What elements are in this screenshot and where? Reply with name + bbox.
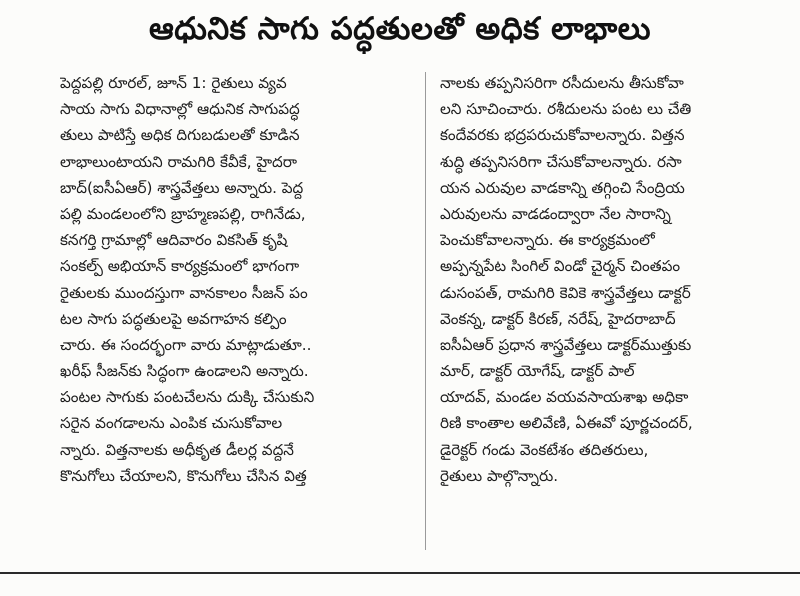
text-line: న్నారు. విత్తనాలకు అధీకృత డీలర్ల వద్దనే — [60, 440, 294, 459]
article-column-right — [440, 70, 780, 489]
article-column-left — [60, 70, 412, 489]
text-line: పంటల సాగుకు పంటచేలను దుక్కి చేసుకుని — [60, 388, 315, 407]
text-line: రైతులకు ముందస్తుగా వానకాలం సీజన్‌ పం — [60, 283, 308, 302]
text-line: సాయ సాగు విధానాల్లో ఆధునిక సాగుపద్ధ — [60, 100, 300, 119]
column-divider — [425, 72, 426, 550]
text-line: రిణి కాంతాల అలివేణి, ఏఈవో పూర్ణచందర్‌, — [440, 414, 693, 433]
text-line: లని సూచించారు. రశీదులను పంట లు చేతి — [440, 100, 692, 119]
text-line: అప్పన్నపేట సింగిల్‌ విండో చైర్మన్‌ చింతపం — [440, 257, 681, 276]
text-line: ఎరువులను వాడడంద్వారా నేల సారాన్ని — [440, 204, 671, 223]
text-line: లాభాలుంటాయని రామగిరి కేవీకే, హైదరా — [60, 152, 297, 171]
text-line: రైతులు పాల్గొన్నారు. — [440, 466, 559, 485]
text-line: పెంచుకోవాలన్నారు. ఈ కార్యక్రమంలో — [440, 231, 655, 250]
text-line: తులు పాటిస్తే అధిక దిగుబడులతో కూడిన — [60, 126, 300, 145]
text-line: వెంకన్న, డాక్టర్‌ కిరణ్‌, నరేష్‌, హైదరాబాద్‌ — [440, 309, 676, 328]
text-line: యన ఎరువుల వాడకాన్ని తగ్గించి సేంద్రియ — [440, 178, 685, 197]
bottom-rule — [0, 572, 800, 574]
text-line: నాలకు తప్పనిసరిగా రసీదులను తీసుకోవా — [440, 74, 684, 92]
text-line: ఖరీఫ్‌ సీజన్‌కు సిద్ధంగా ఉండాలని అన్నారు. — [60, 362, 309, 381]
text-line: సంకల్ప్‌ అభియాన్‌ కార్యక్రమంలో భాగంగా — [60, 257, 300, 276]
text-line: డుసంపత్‌, రామగిరి కెవికె శాస్త్రవేత్తలు డాక్టర్‌ — [440, 283, 691, 302]
text-line: సరైన వంగడాలను ఎంపిక చుసుకోవాల — [60, 414, 283, 433]
text-line: కందేవరకు భద్రపరుచుకోవాలన్నారు. విత్తన — [440, 126, 685, 145]
text-line: కొనుగోలు చేయాలని, కొనుగోలు చేసిన విత్త — [60, 466, 307, 485]
article-headline: ఆధునిక సాగు పద్ధతులతో అధిక లాభాలు — [149, 11, 651, 47]
text-line: మార్‌, డాక్టర్‌ యోగేష్‌, డాక్టర్‌ పాల్‌ — [440, 362, 635, 381]
text-line: టల సాగు పద్ధతులపై అవగాహన కల్పిం — [60, 309, 287, 328]
text-line: కనగర్తి గ్రామాల్లో ఆదివారం వికసిత్‌ కృషి — [60, 231, 288, 250]
text-line: శుద్ధి తప్పనిసరిగా చేసుకోవాలన్నారు. రసా — [440, 152, 682, 171]
text-line: యాదవ్‌, మండల వయవసాయశాఖ అధికా — [440, 388, 689, 407]
text-line: డైరెక్టర్‌ గండు వెంకటేశం తదితరులు, — [440, 440, 649, 459]
text-line: చారు. ఈ సందర్భంగా వారు మాట్లాడుతూ.. — [60, 335, 312, 354]
text-line: బాద్‌(ఐసీఏఆర్‌) శాస్త్రవేత్తలు అన్నారు. పెద్ద — [60, 178, 304, 197]
text-line: పెద్దపల్లి రూరల్‌, జూన్‌ 1: రైతులు వ్యవ — [60, 74, 287, 92]
text-line: ఐసీఏఆర్‌ ప్రధాన శాస్త్రవేత్తలు డాక్టర్‌ముత్తుకు — [440, 335, 692, 354]
text-line: పల్లి మండలంలోని బ్రాహ్మణపల్లి, రాగినేడు, — [60, 204, 306, 223]
